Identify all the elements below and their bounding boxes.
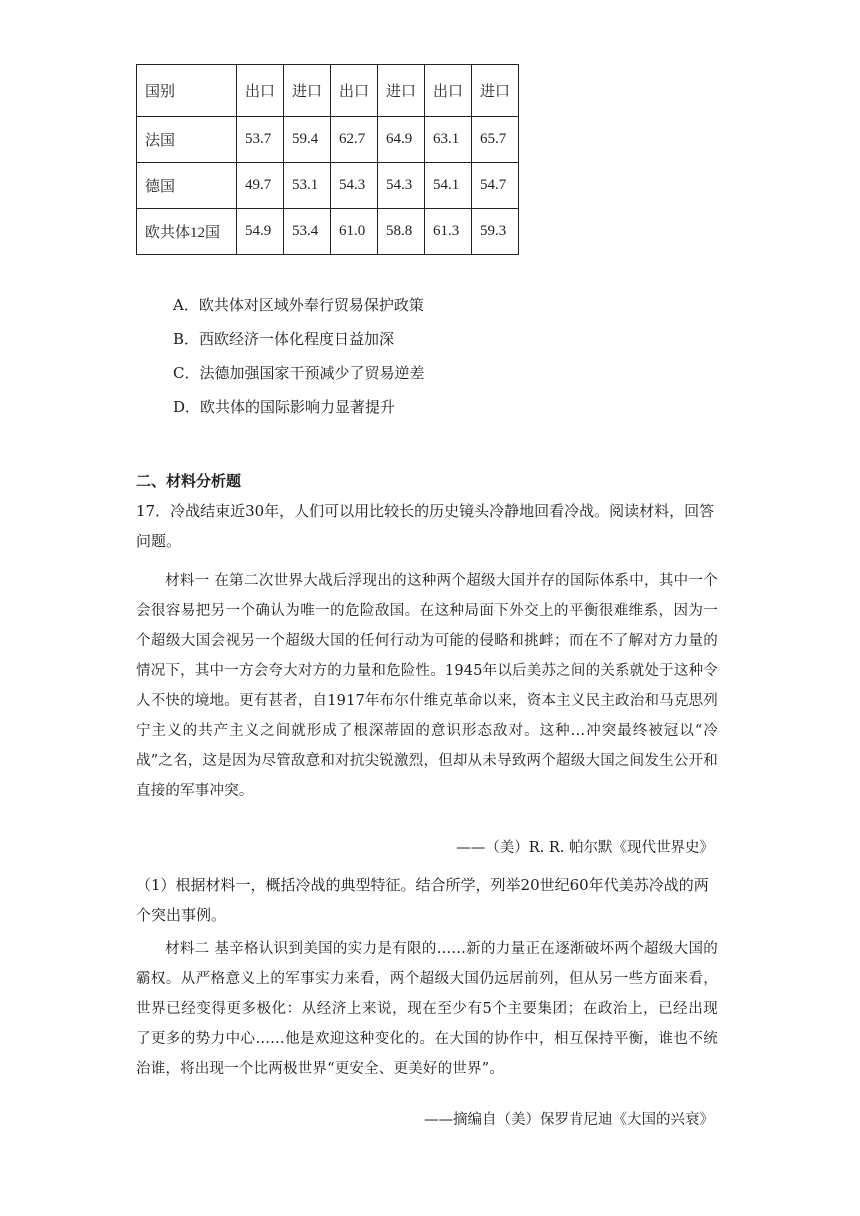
table-header-cell: 进口 [284, 65, 331, 117]
table-cell: 54.3 [331, 163, 378, 209]
table-header-cell: 进口 [378, 65, 425, 117]
table-cell: 53.4 [284, 209, 331, 255]
table-cell: 54.7 [472, 163, 519, 209]
table-cell: 59.4 [284, 117, 331, 163]
material-two: 材料二 基辛格认识到美国的实力是有限的……新的力量正在逐渐破坏两个超级大国的霸权。从严格意义上的军事实力来看，两个超级大国仍远居前列，但从另一些方面来看，世界已经变得更多极化：从经济上来说，现在至少有5个主要集团；在政治上，已经出现了更多的势力中心……他是欢迎这种变化的。在大国的协作中，相互保持平衡，谁也不统治谁，将出现一个比两极世界“更安全、更美好的世界”。 [136, 941, 718, 1077]
section-title: 二、材料分析题 [136, 472, 242, 490]
table-row [137, 209, 519, 255]
table-cell: 54.9 [237, 209, 284, 255]
table-header-cell: 国别 [137, 65, 237, 117]
table-cell: 61.3 [425, 209, 472, 255]
question-stem: 17．冷战结束近30年，人们可以用比较长的历史镜头冷静地回看冷战。阅读材料，回答问题。 [136, 502, 715, 550]
table-cell: 61.0 [331, 209, 378, 255]
option-d: D．欧共体的国际影响力显著提升 [173, 398, 396, 416]
answer-options [173, 294, 424, 430]
material-one: 材料一 在第二次世界大战后浮现出的这种两个超级大国并存的国际体系中，其中一个会很容易把另一个确认为唯一的危险敌国。在这种局面下外交上的平衡很难维系，因为一个超级大国会视另一个超级大国的任何行动为可能的侵略和挑衅；而在不了解对方力量的情况下，其中一方会夸大对方的力量和危险性。1945年以后美苏之间的关系就处于这种令人不快的境地。更有甚者，自1917年布尔什维克革命以来，资本主义民主政治和马克思列宁主义的共产主义之间就形成了根深蒂固的意识形态敌对。这种…冲突最终被冠以“冷战”之名，这是因为尽管敌意和对抗尖锐激烈，但却从未导致两个超级大国之间发生公开和直接的军事冲突。 [136, 573, 718, 799]
table-cell: 54.1 [425, 163, 472, 209]
table-header-cell: 出口 [331, 65, 378, 117]
table-cell: 53.1 [284, 163, 331, 209]
table-cell: 54.3 [378, 163, 425, 209]
table-row [137, 163, 519, 209]
table-cell: 欧共体12国 [137, 209, 237, 255]
table-cell: 49.7 [237, 163, 284, 209]
table-header-cell: 出口 [425, 65, 472, 117]
table-cell: 59.3 [472, 209, 519, 255]
table-header-row [137, 65, 519, 117]
sub-question-1: （1）根据材料一，概括冷战的典型特征。结合所学，列举20世纪60年代美苏冷战的两个突出事例。 [136, 876, 709, 924]
table-cell: 63.1 [425, 117, 472, 163]
table-cell: 德国 [137, 163, 237, 209]
table-cell: 法国 [137, 117, 237, 163]
table-cell: 65.7 [472, 117, 519, 163]
material-two-source: ——摘编自（美）保罗肯尼迪《大国的兴衰》 [424, 1112, 714, 1128]
table-cell: 64.9 [378, 117, 425, 163]
option-c: C．法德加强国家干预减少了贸易逆差 [173, 364, 425, 382]
table-cell: 53.7 [237, 117, 284, 163]
option-b: B．西欧经济一体化程度日益加深 [173, 330, 395, 348]
table-row [137, 117, 519, 163]
table-header-cell: 出口 [237, 65, 284, 117]
material-one-source: ——（美）R. R. 帕尔默《现代世界史》 [456, 840, 714, 856]
table-cell: 58.8 [378, 209, 425, 255]
table-cell: 62.7 [331, 117, 378, 163]
table-header-cell: 进口 [472, 65, 519, 117]
trade-table [136, 64, 519, 255]
option-a: A．欧共体对区域外奉行贸易保护政策 [173, 296, 424, 314]
